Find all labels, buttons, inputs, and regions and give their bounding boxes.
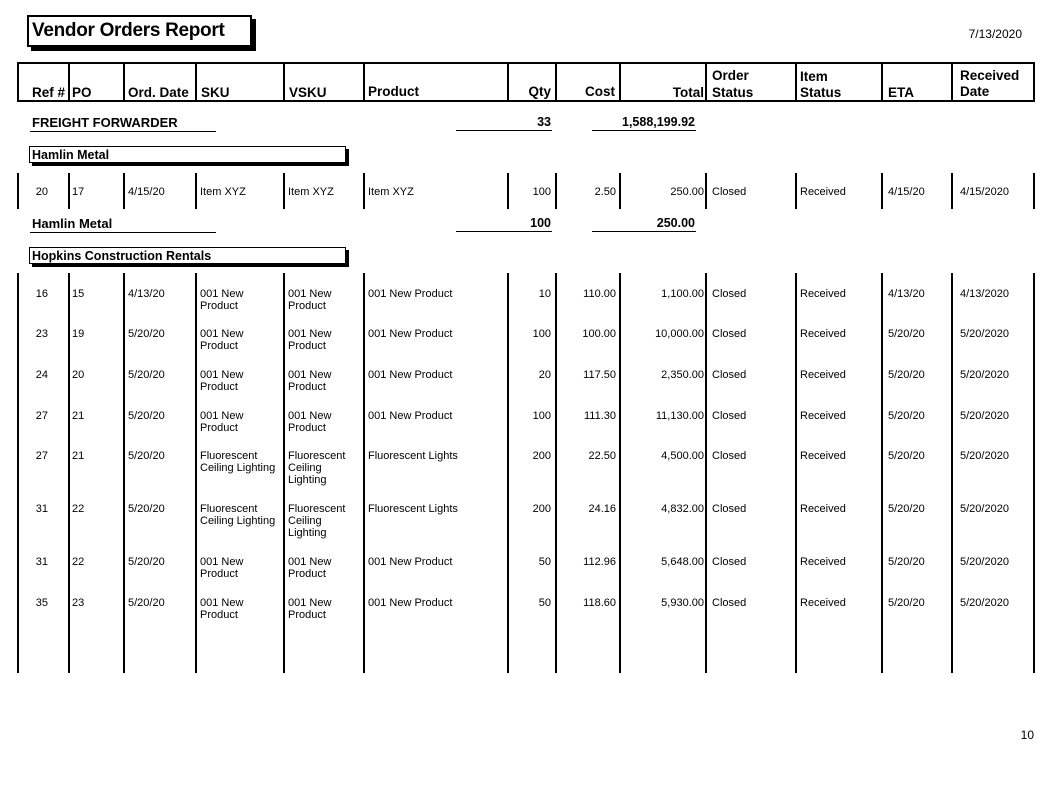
cell-eta: 5/20/20 <box>888 369 925 381</box>
cell-received: 4/13/2020 <box>960 288 1009 300</box>
cell-vsku: 001 New Product <box>288 369 332 393</box>
cell-eta: 4/15/20 <box>888 186 925 198</box>
cell-product: 001 New Product <box>368 288 453 300</box>
cell-total: 4,500.00 <box>661 450 704 462</box>
section-name-underline <box>30 131 216 132</box>
group-amount-underline <box>592 231 696 232</box>
cell-eta: 5/20/20 <box>888 556 925 568</box>
report-title-box <box>27 15 252 47</box>
cell-item-status: Received <box>800 597 846 609</box>
cell-cost: 22.50 <box>588 450 616 462</box>
cell-product: 001 New Product <box>368 597 453 609</box>
group-footer-underline <box>30 232 216 233</box>
cell-total: 1,100.00 <box>661 288 704 300</box>
header-divider <box>363 62 365 102</box>
cell-received: 5/20/2020 <box>960 369 1009 381</box>
cell-total: 250.00 <box>670 186 704 198</box>
group-name: Hopkins Construction Rentals <box>32 249 212 263</box>
cell-ord-date: 5/20/20 <box>128 450 165 462</box>
group-name: Hamlin Metal <box>32 148 110 162</box>
cell-ref: 23 <box>35 328 48 340</box>
cell-vsku: Fluorescent Ceiling Lighting <box>288 503 346 539</box>
cell-received: 5/20/2020 <box>960 328 1009 340</box>
cell-qty: 200 <box>532 450 551 462</box>
cell-po: 20 <box>72 369 85 381</box>
col-header-order-status-1: Order <box>712 68 749 83</box>
cell-item-status: Received <box>800 186 846 198</box>
cell-vsku: 001 New Product <box>288 288 332 312</box>
report-date: 7/13/2020 <box>968 27 1022 41</box>
header-divider <box>1033 62 1035 102</box>
cell-vsku: 001 New Product <box>288 556 332 580</box>
cell-order-status: Closed <box>712 369 747 381</box>
cell-order-status: Closed <box>712 186 747 198</box>
col-header-total: Total <box>672 85 704 100</box>
cell-ref: 27 <box>35 410 48 422</box>
col-header-received-1: Received <box>960 68 1020 83</box>
section-amount-total: 1,588,199.92 <box>622 115 695 129</box>
section-name: FREIGHT FORWARDER <box>32 115 178 130</box>
cell-product: Fluorescent Lights <box>368 503 458 515</box>
cell-received: 4/15/2020 <box>960 186 1009 198</box>
cell-received: 5/20/2020 <box>960 556 1009 568</box>
cell-ord-date: 5/20/20 <box>128 410 165 422</box>
cell-total: 11,130.00 <box>655 410 704 422</box>
cell-vsku: 001 New Product <box>288 597 332 621</box>
header-divider <box>795 62 797 102</box>
cell-qty: 100 <box>532 328 551 340</box>
cell-item-status: Received <box>800 503 846 515</box>
cell-cost: 118.60 <box>583 597 616 609</box>
cell-received: 5/20/2020 <box>960 410 1009 422</box>
cell-ord-date: 5/20/20 <box>128 503 165 515</box>
cell-ord-date: 4/13/20 <box>128 288 165 300</box>
cell-ref: 24 <box>35 369 48 381</box>
cell-product: 001 New Product <box>368 328 453 340</box>
section-amount-underline <box>592 130 696 131</box>
group-header <box>29 247 346 264</box>
cell-cost: 112.96 <box>583 556 616 568</box>
cell-eta: 5/20/20 <box>888 597 925 609</box>
section-qty-total: 33 <box>537 115 551 129</box>
cell-sku: 001 New Product <box>200 288 244 312</box>
cell-product: 001 New Product <box>368 556 453 568</box>
col-header-order-status-2: Status <box>712 85 754 100</box>
cell-qty: 50 <box>538 556 551 568</box>
col-header-item-status-1: Item <box>800 69 828 84</box>
cell-qty: 200 <box>532 503 551 515</box>
header-divider <box>881 62 883 102</box>
cell-eta: 5/20/20 <box>888 328 925 340</box>
cell-ref: 27 <box>35 450 48 462</box>
header-divider <box>705 62 707 102</box>
cell-cost: 111.30 <box>583 410 616 422</box>
cell-qty: 100 <box>532 410 551 422</box>
cell-sku: 001 New Product <box>200 410 244 434</box>
cell-product: 001 New Product <box>368 369 453 381</box>
cell-ord-date: 5/20/20 <box>128 597 165 609</box>
col-header-item-status-2: Status <box>800 85 842 100</box>
cell-ord-date: 5/20/20 <box>128 556 165 568</box>
cell-vsku: 001 New Product <box>288 328 332 352</box>
col-header-qty: Qty <box>528 84 551 99</box>
cell-order-status: Closed <box>712 556 747 568</box>
cell-ref: 31 <box>35 503 48 515</box>
section-qty-underline <box>456 130 552 131</box>
cell-order-status: Closed <box>712 410 747 422</box>
col-header-po: PO <box>72 85 92 100</box>
cell-sku: 001 New Product <box>200 597 244 621</box>
cell-po: 15 <box>72 288 85 300</box>
cell-ref: 16 <box>35 288 48 300</box>
header-divider <box>951 62 953 102</box>
col-header-ref: Ref # <box>32 85 66 100</box>
cell-item-status: Received <box>800 369 846 381</box>
cell-total: 5,930.00 <box>661 597 704 609</box>
cell-cost: 100.00 <box>582 328 616 340</box>
cell-sku: Fluorescent Ceiling Lighting <box>200 450 276 474</box>
cell-order-status: Closed <box>712 288 747 300</box>
cell-item-status: Received <box>800 450 846 462</box>
cell-ord-date: 5/20/20 <box>128 369 165 381</box>
col-header-sku: SKU <box>201 85 230 100</box>
header-divider <box>283 62 285 102</box>
cell-qty: 100 <box>532 186 551 198</box>
cell-po: 19 <box>72 328 85 340</box>
header-divider <box>195 62 197 102</box>
cell-vsku: Item XYZ <box>288 186 334 198</box>
page-number: 10 <box>1020 728 1034 742</box>
cell-ref: 31 <box>35 556 48 568</box>
cell-item-status: Received <box>800 410 846 422</box>
col-header-vsku: VSKU <box>289 85 327 100</box>
cell-qty: 20 <box>538 369 551 381</box>
header-divider <box>555 62 557 102</box>
col-header-product: Product <box>368 84 420 99</box>
group-amount-total: 250.00 <box>656 216 695 230</box>
cell-ref: 35 <box>35 597 48 609</box>
cell-received: 5/20/2020 <box>960 503 1009 515</box>
cell-product: Item XYZ <box>368 186 414 198</box>
cell-sku: 001 New Product <box>200 369 244 393</box>
cell-order-status: Closed <box>712 503 747 515</box>
cell-total: 2,350.00 <box>661 369 704 381</box>
cell-po: 22 <box>72 503 85 515</box>
cell-order-status: Closed <box>712 328 747 340</box>
cell-order-status: Closed <box>712 450 747 462</box>
cell-vsku: Fluorescent Ceiling Lighting <box>288 450 346 486</box>
cell-total: 5,648.00 <box>661 556 704 568</box>
header-divider <box>17 62 19 102</box>
col-header-eta: ETA <box>888 85 914 100</box>
cell-qty: 50 <box>538 597 551 609</box>
cell-po: 21 <box>72 410 85 422</box>
cell-eta: 4/13/20 <box>888 288 925 300</box>
cell-cost: 24.16 <box>588 503 616 515</box>
cell-cost: 2.50 <box>594 186 616 198</box>
cell-received: 5/20/2020 <box>960 450 1009 462</box>
cell-item-status: Received <box>800 288 846 300</box>
group-qty-total: 100 <box>530 216 551 230</box>
cell-sku: 001 New Product <box>200 556 244 580</box>
col-header-received-2: Date <box>960 84 990 99</box>
cell-sku: Item XYZ <box>200 186 246 198</box>
cell-cost: 110.00 <box>583 288 616 300</box>
cell-item-status: Received <box>800 328 846 340</box>
report-title: Vendor Orders Report <box>32 20 225 41</box>
col-header-ord-date: Ord. Date <box>128 85 189 100</box>
col-header-cost: Cost <box>585 84 615 99</box>
header-divider <box>68 62 70 102</box>
header-divider <box>507 62 509 102</box>
cell-eta: 5/20/20 <box>888 450 925 462</box>
cell-ord-date: 5/20/20 <box>128 328 165 340</box>
cell-ref: 20 <box>35 186 48 198</box>
cell-order-status: Closed <box>712 597 747 609</box>
cell-po: 21 <box>72 450 85 462</box>
cell-total: 10,000.00 <box>655 328 704 340</box>
cell-eta: 5/20/20 <box>888 410 925 422</box>
cell-po: 17 <box>72 186 85 198</box>
group-header <box>29 146 346 163</box>
cell-po: 22 <box>72 556 85 568</box>
group-footer-name: Hamlin Metal <box>32 216 113 231</box>
cell-ord-date: 4/15/20 <box>128 186 165 198</box>
header-divider <box>123 62 125 102</box>
cell-received: 5/20/2020 <box>960 597 1009 609</box>
cell-qty: 10 <box>538 288 551 300</box>
cell-vsku: 001 New Product <box>288 410 332 434</box>
cell-product: 001 New Product <box>368 410 453 422</box>
cell-sku: Fluorescent Ceiling Lighting <box>200 503 276 527</box>
cell-eta: 5/20/20 <box>888 503 925 515</box>
cell-total: 4,832.00 <box>661 503 704 515</box>
cell-item-status: Received <box>800 556 846 568</box>
cell-product: Fluorescent Lights <box>368 450 458 462</box>
group-qty-underline <box>456 231 552 232</box>
cell-po: 23 <box>72 597 85 609</box>
cell-sku: 001 New Product <box>200 328 244 352</box>
header-divider <box>619 62 621 102</box>
cell-cost: 117.50 <box>583 369 616 381</box>
